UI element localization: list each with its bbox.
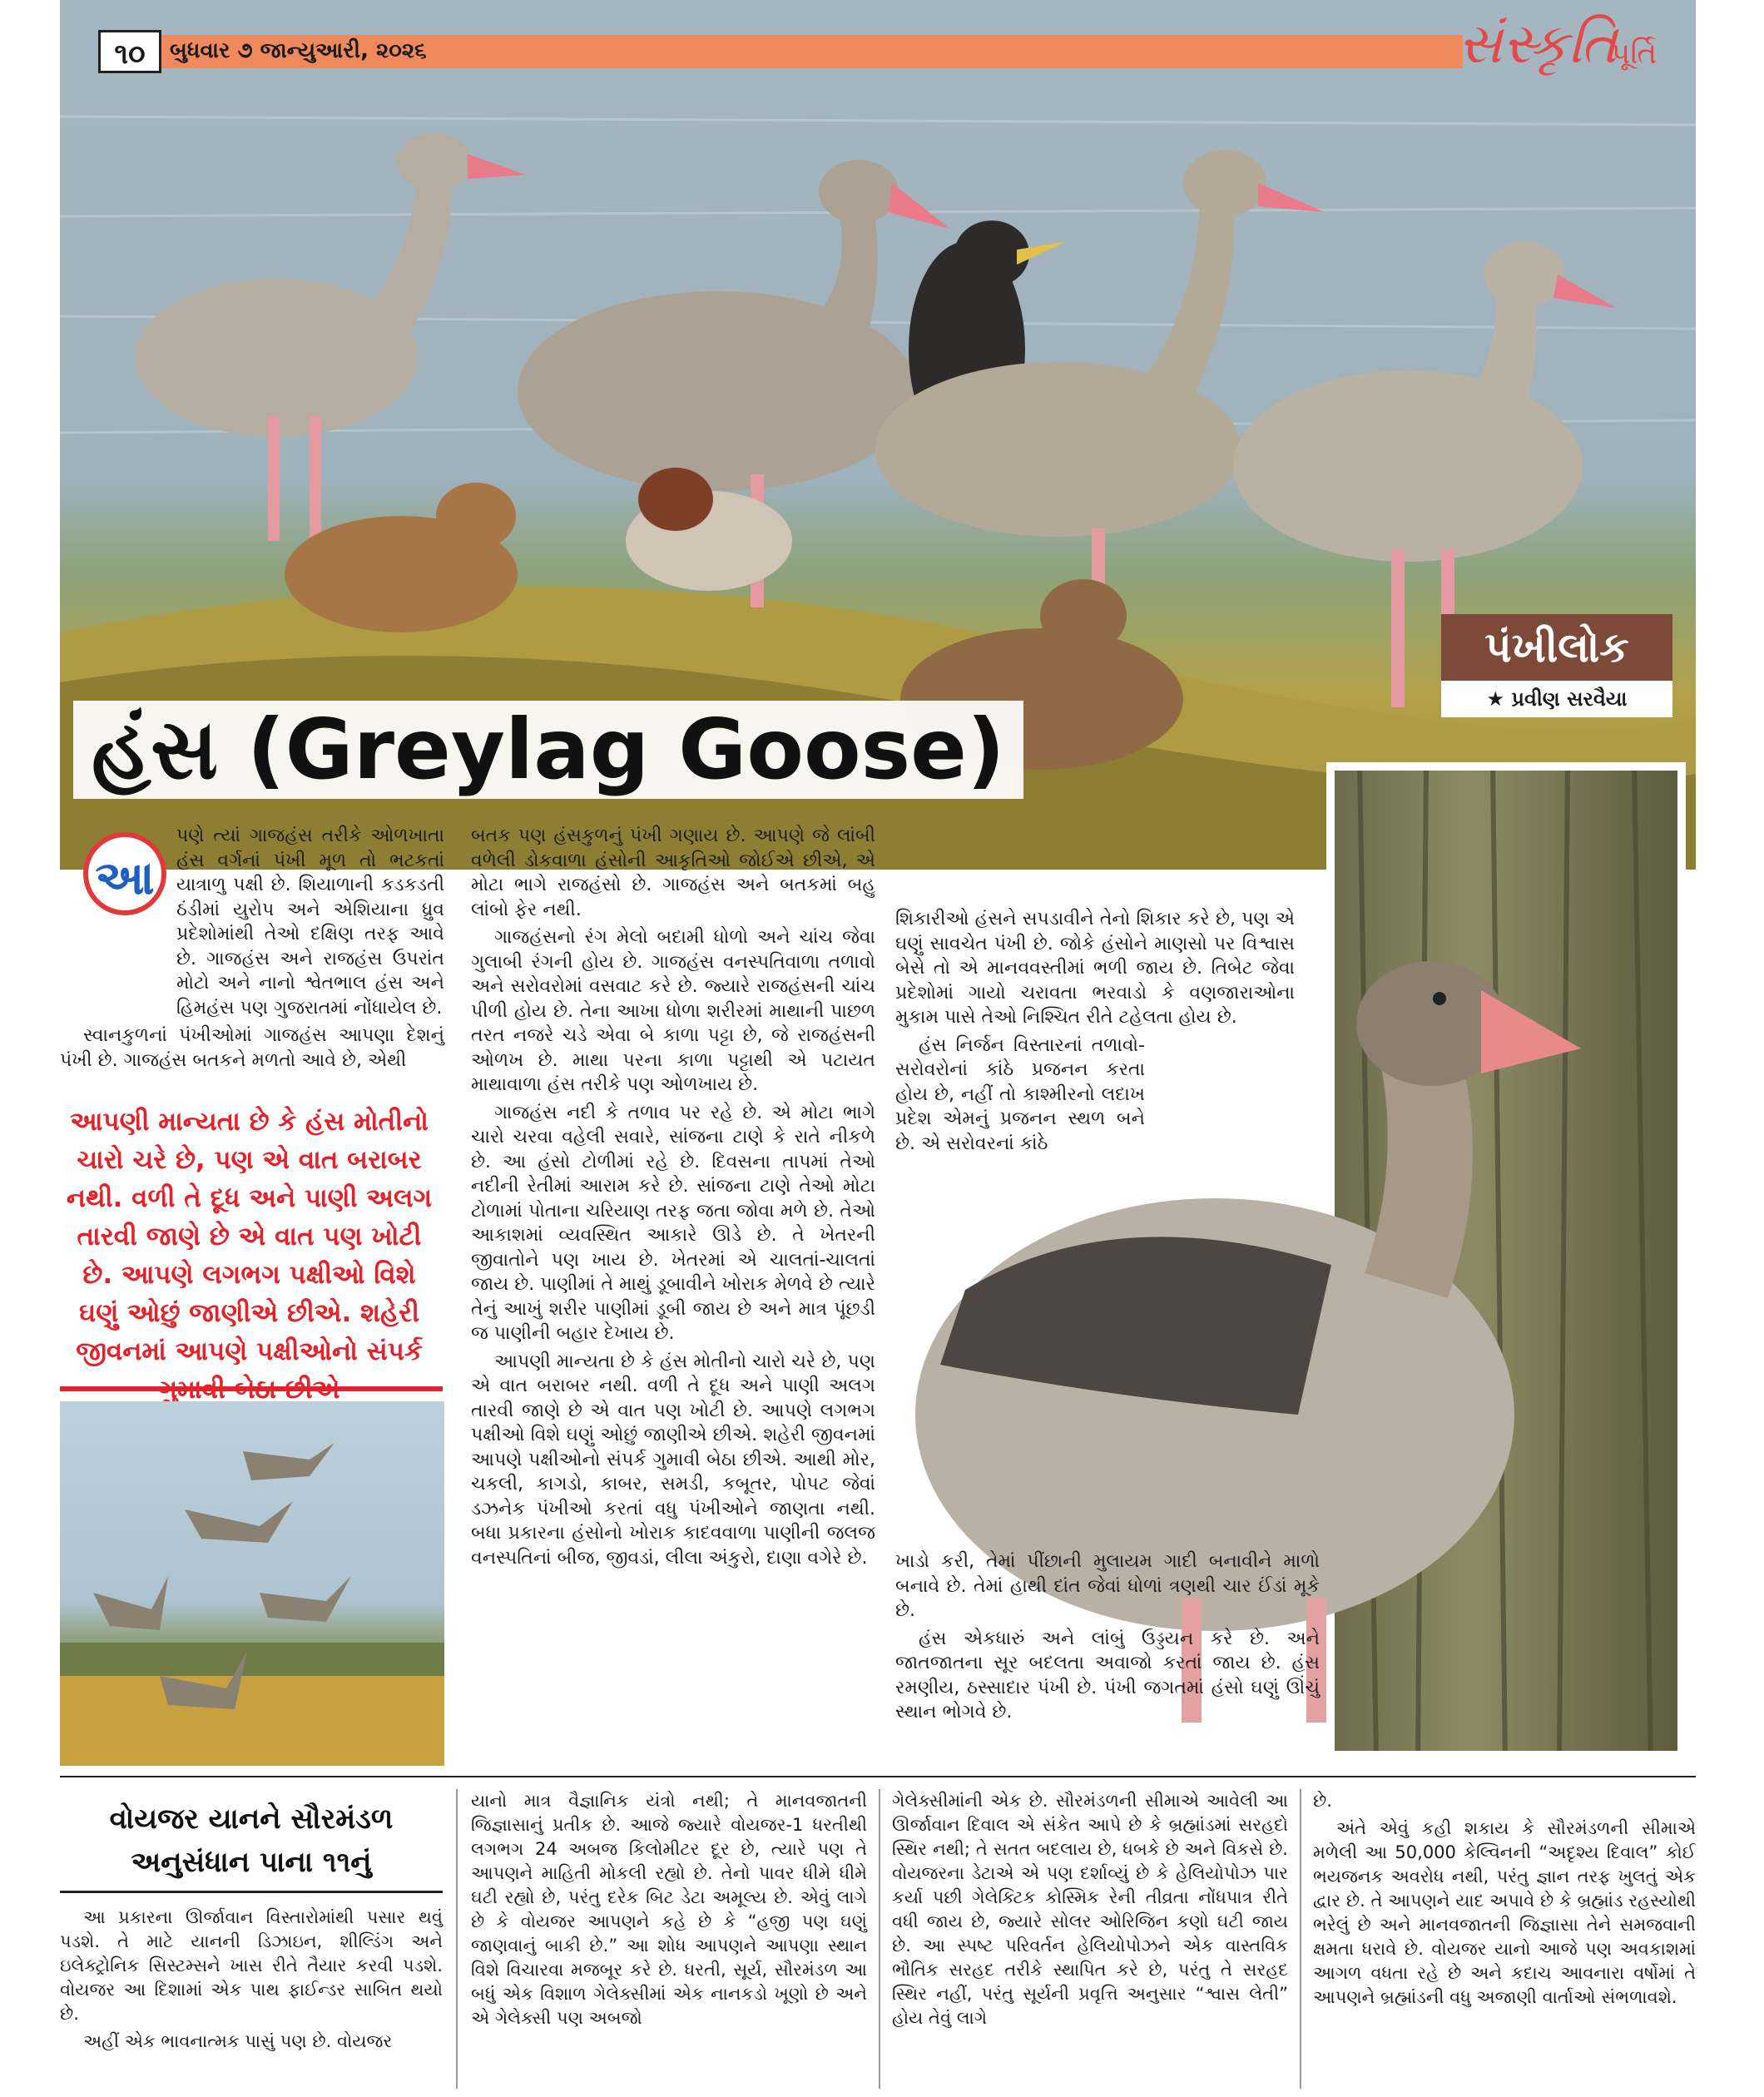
article-paragraph: આપણી માન્યતા છે કે હંસ મોતીનો ચારો ચરે છે, પણ એ વાત બરાબર નથી. વળી તે દૂધ અને પાણી અલગ તારવી જાણે છે એ વાત પણ ખોટી છે. આપણે લગભગ પક્ષીઓ વિશે ઘણું ઓછું જાણીએ છીએ. શહેરી જીવનમાં આપણે પક્ષીઓનો સંપર્ક ગુમાવી બેઠા છીએ. આથી મોર, ચકલી, કાગડો, કાબર, સમડી, કબૂતર, પોપટ જેવાં ડઝનેક પંખીઓ કરતાં વધુ પંખીઓને જાણતા નથી. બધા પ્રકારના હંસોનો ખોરાક કાદવવાળા પાણીની જલજ વનસ્પતિનાં બીજ, જીવડાં, લીલા અંકુરો, દાણા વગેરે છે. <box>471 1351 875 1569</box>
headline: હંસ (Greylag Goose) <box>73 701 1023 799</box>
flying-geese-photo <box>60 1401 444 1766</box>
continuation-subtitle: અનુસંધાન પાના ૧૧નું <box>131 1846 372 1879</box>
pull-quote: આપણી માન્યતા છે કે હંસ મોતીનો ચારો ચરે છે, પણ એ વાત બરાબર નથી. વળી તે દૂધ અને પાણી અલગ તારવી જાણે છે એ વાત પણ ખોટી છે. આપણે લગભગ પક્ષીઓ વિશે ઘણું ઓછું જાણીએ છીએ. શહેરી જીવનમાં આપણે પક્ષીઓનો સંપર્ક <box>66 1107 433 1366</box>
author-byline: ★ પ્રવીણ સરવૈયા <box>1441 681 1672 717</box>
voyager-column-3 <box>892 1789 1288 2034</box>
page-number: ૧૦ <box>98 30 161 73</box>
continuation-title: વોયજર યાનને સૌરમંડળ <box>109 1802 394 1836</box>
article-paragraph: હંસ નિર્જન વિસ્તારનાં તળાવો-સરોવરોનાં કાંઠે પ્રજનન કરતા હોય છે, નહીં તો કાશ્મીરનો લદાખ પ્રદેશ એમનું પ્રજનન સ્થળ બને છે. એ સરોવરનાં કાંઠે <box>895 1034 1145 1154</box>
section-divider <box>60 1776 1696 1777</box>
voyager-paragraph: છે. <box>1313 1791 1332 1811</box>
article-paragraph: ગાજહંસનો રંગ મેલો બદામી ધોળો અને ચાંચ જેવા ગુલાબી રંગની હોય છે. ગાજહંસ વનસ્પતિવાળા તળાવો અને સરોવરોમાં વસવાટ કરે છે. જ્યારે રાજહંસની ચાંચ પીળી હોય છે. તેના આખા ધોળા શરીરમાં માથાની પાછળ તરત નજરે ચડે એવા બે કાળા પટ્ટા છે, જે રાજહંસની ઓળખ છે. માથા પરના કાળા પટ્ટાથી એ પટાયત માથાવાળા હંસ તરીકે પણ ઓળખાય છે. <box>471 927 875 1095</box>
article-column-3-top <box>895 907 1295 1159</box>
article-column-3-bottom <box>895 1549 1320 1728</box>
pull-quote-rule <box>60 1386 443 1391</box>
supplement-logo: સંસ્કૃતિ <box>1458 12 1618 76</box>
voyager-paragraph: અંતે એવું કહી શકાય કે સૌરમંડળની સીમાએ મળેલી આ 50,000 કેલ્વિનની “અદૃશ્ય દિવાલ” કોઈ ભયજનક અવરોધ નથી, પરંતુ જ્ઞાન તરફ ખુલતું એક દ્વાર છે. તે આપણને યાદ અપાવે છે કે બ્રહ્માંડ રહસ્યોથી ભરેલું છે અને માનવજાતની જિજ્ઞાસા તેને સમજવાની ક્ષમતા ધરાવે છે. વોયજર યાનો આજે પણ અવકાશમાં આગળ વધતા રહે છે અને કદાચ આવનારા વર્ષોમાં તે આપણને બ્રહ્માંડની વધુ અજાણી વાર્તાઓ સંભળાવશે. <box>1313 1818 1697 2007</box>
article-column-2 <box>471 824 875 1574</box>
flying-geese-illustration <box>60 1401 444 1766</box>
article-paragraph: હંસ એકધારું અને લાંબું ઉડ્ડયન કરે છે. અને જાતજાતના સૂર બદલતા અવાજો કરતાં જાય છે. હંસ રમણીય, ઠસ્સાદાર પંખી છે. પંખી જગતમાં હંસો ઘણું ઊંચું સ્થાન ભોગવે છે. <box>895 1628 1320 1723</box>
voyager-column-4 <box>1313 1789 1696 2013</box>
continuation-rule <box>60 1891 443 1893</box>
article-paragraph: સ્વાનકુળનાં પંખીઓમાં ગાજહંસ આપણા દેશનું પંખી છે. ગાજહંસ બતકને મળતો આવે છે, એથી <box>60 1025 444 1071</box>
article-paragraph: શિકારીઓ હંસને સપડાવીને તેનો શિકાર કરે છે, પણ એ ઘણું સાવચેત પંખી છે. જોકે હંસોને માણસો પર વિશ્વાસ બેસે તો એ માનવવસ્તીમાં ભળી જાય છે. તિબેટ જેવા પ્રદેશોમાં ગાયો ચરાવતા ભરવાડો કે વણજારાઓના મુકામ પાસે તેઓ નિશ્ચિત રીતે ટહેલતા હોય છે. <box>895 909 1295 1028</box>
voyager-column-2 <box>471 1789 867 2034</box>
supplement-label: પૂર્તિ <box>1611 37 1657 71</box>
article-paragraph: પણે ત્યાં ગાજહંસ તરીકે ઓળખાતા હંસ વર્ગનાં પંખી મૂળ તો ભટકતાં યાત્રાળુ પક્ષી છે. શિયાળાની કડકડતી ઠંડીમાં યુરોપ અને એશિયાના ધ્રુવ પ્રદેશોમાંથી તેઓ દક્ષિણ તરફ આવે છે. ગાજહંસ અને રાજહંસ ઉપરાંત મોટો અને નાનો શ્વેતભાલ હંસ અને હિમહંસ પણ ગુજરાતમાં નોંધાયેલ છે. <box>176 825 444 1019</box>
article-paragraph: ગાજહંસ નદી કે તળાવ પર રહે છે. એ મોટા ભાગે ચારો ચરવા વહેલી સવારે, સાંજના ટાણે કે રાતે નીકળે છે. આ હંસો ટોળીમાં રહે છે. દિવસના તાપમાં તેઓ નદીની રેતીમાં આરામ કરે છે. સાંજના ટાણે તેઓ મોટા ટોળામાં પોતાના ચરિયાણ તરફ જતા જોવા મળે છે. તેઓ આકાશમાં વ્યવસ્થિત આકારે ઊડે છે. તે ખેતરની જીવાતોને પણ ખાય છે. ખેતરમાં એ ચાલતાં-ચાલતાં જાય છે. પાણીમાં તે માથું ડૂબાવીને ખોરાક મેળવે છે ત્યારે તેનું આખું શરીર પાણીમાં ડૂબી જાય છે અને માત્ર પૂંછડી જ પાણીની બહાર દેખાય છે. <box>471 1102 875 1344</box>
article-paragraph: ખાડો કરી, તેમાં પીંછાની મુલાયમ ગાદી બનાવીને માળો બનાવે છે. તેમાં હાથી દાંત જેવાં ધોળાં ત્રણથી ચાર ઈંડાં મૂકે છે. <box>895 1551 1320 1621</box>
voyager-paragraph: અહીં એક ભાવનાત્મક પાસું પણ છે. વોયજર <box>83 2031 393 2051</box>
voyager-paragraph: યાનો માત્ર વૈજ્ઞાનિક યંત્રો નથી; તે માનવજાતની જિજ્ઞાસાનું પ્રતીક છે. આજે જ્યારે વોયજર-1 ધરતીથી લગભગ 24 અબજ કિલોમીટર દૂર છે, ત્યારે પણ તે આપણને માહિતી મોકલી રહ્યો છે. તેનો પાવર ધીમે ધીમે ઘટી રહ્યો છે, પરંતુ દરેક બિટ ડેટા અમૂલ્ય છે. એવું લાગે છે કે વોયજર આપણને કહે છે કે “હજી પણ ઘણું જાણવાનું બાકી છે.” આ શોધ આપણને આપણા સ્થાન વિશે વિચારવા મજબૂર કરે છે. ધરતી, સૂર્ય, સૌરમંડળ આ બધું એક વિશાળ ગેલેક્સીમાં એક નાનકડો ખૂણો છે અને એ ગેલેક્સી પણ અબજો <box>471 1791 867 2028</box>
voyager-paragraph: આ પ્રકારના ઊર્જાવાન વિસ્તારોમાંથી પસાર થવું પડશે. તે માટે યાનની ડિઝાઇન, શીલ્ડિંગ અને ઇલેક્ટ્રોનિક સિસ્ટમ્સને ખાસ રીતે તૈયાર કરવી પડશે. વોયજર આ દિશામાં એક પાથ ફાઈન્ડર સાબિત થયો છે. <box>60 1907 443 2024</box>
article-paragraph: બતક પણ હંસકુળનું પંખી ગણાય છે. આપણે જે લાંબી વળેલી ડોકવાળા હંસોની આકૃતિઓ જોઈએ છીએ, એ મોટા ભાગે રાજહંસો છે. ગાજહંસ અને બતકમાં બહુ લાંબો ફેર નથી. <box>471 825 875 920</box>
voyager-paragraph: ગેલેક્સીમાંની એક છે. સૌરમંડળની સીમાએ આવેલી આ ઊર્જાવાન દિવાલ એ સંકેત આપે છે કે બ્રહ્માંડમાં સરહદો સ્થિર નથી; તે સતત બદલાય છે, ધબકે છે અને વિકસે છે. વોયજરના ડેટાએ એ પણ દર્શાવ્યું છે કે હેલિયોપોઝ પાર કર્યા પછી ગેલેક્ટિક કોસ્મિક રેની તીવ્રતા નોંધપાત્ર રીતે વધી જાય છે, જ્યારે સોલર ઓરિજિન કણો ઘટી જાય છે. આ સ્પષ્ટ પરિવર્તન હેલિયોપોઝને એક વાસ્તવિક ભૌતિક સરહદ તરીકે સ્થાપિત કરે છે, પરંતુ તે સરહદ સ્થિર નહીં, પરંતુ સૂર્યની પ્રવૃત્તિ અનુસાર “શ્વાસ લેતી” હોય તેવું લાગે <box>892 1791 1288 2028</box>
column-rule <box>456 1789 458 2089</box>
column-rule <box>879 1789 880 2089</box>
dropcap: આ <box>83 832 166 915</box>
voyager-column-1 <box>60 1906 443 2057</box>
continuation-heading <box>60 1797 443 1884</box>
issue-date: બુધવાર ૭ જાન્યુઆરી, ૨૦૨૬ <box>170 38 427 63</box>
column-name-badge: પંખીલોક <box>1441 614 1672 681</box>
article-column-1 <box>60 824 444 1076</box>
column-rule <box>1300 1789 1301 2089</box>
